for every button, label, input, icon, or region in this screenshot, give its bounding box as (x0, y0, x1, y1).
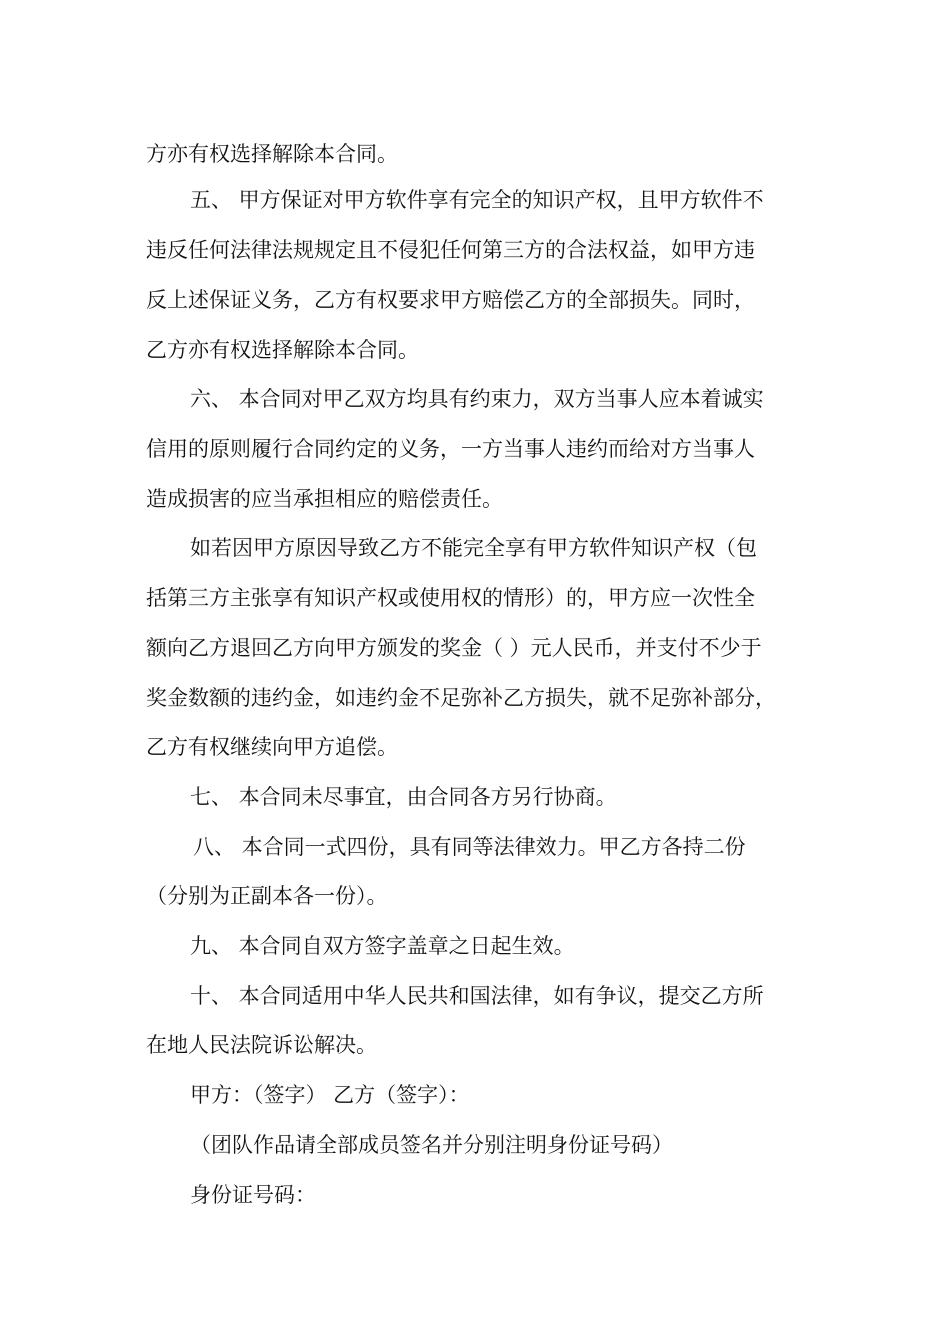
text-line: 额向乙方退回乙方向甲方颁发的奖金（ ）元人民币，并支付不少于 (146, 636, 762, 660)
text-line: 违反任何法律法规规定且不侵犯任何第三方的合法权益，如甲方违 (146, 238, 755, 262)
text-line: 反上述保证义务，乙方有权要求甲方赔偿乙方的全部损失。同时， (146, 288, 755, 312)
clause-6-line: 六、 本合同对甲乙双方均具有约束力，双方当事人应本着诚实 (190, 387, 764, 411)
text-line: 括第三方主张享有知识产权或使用权的情形）的，甲方应一次性全 (146, 586, 755, 610)
clause-10-line: 十、 本合同适用中华人民共和国法律，如有争议，提交乙方所 (190, 984, 764, 1008)
paragraph-line: 如若因甲方原因导致乙方不能完全享有甲方软件知识产权（包 (190, 536, 757, 560)
text-line: 奖金数额的违约金，如违约金不足弥补乙方损失，就不足弥补部分， (146, 686, 776, 710)
text-line: 乙方有权继续向甲方追偿。 (146, 735, 398, 759)
text-line: 方亦有权选择解除本合同。 (146, 142, 398, 166)
clause-9-line: 九、 本合同自双方签字盖章之日起生效。 (190, 934, 575, 958)
text-line: 乙方亦有权选择解除本合同。 (146, 338, 419, 362)
clause-8-line: 八、 本合同一式四份，具有同等法律效力。甲乙方各持二份 (193, 835, 746, 859)
signature-line: 甲方：（签字） 乙方（签字）： (190, 1083, 470, 1107)
text-line: （分别为正副本各一份）。 (146, 884, 388, 908)
text-line: 在地人民法院诉讼解决。 (146, 1033, 377, 1057)
clause-5-line: 五、 甲方保证对甲方软件享有完全的知识产权，且甲方软件不 (190, 188, 764, 212)
id-number-label: 身份证号码： (190, 1183, 316, 1207)
text-line: 造成损害的应当承担相应的赔偿责任。 (146, 487, 503, 511)
text-line: 信用的原则履行合同约定的义务，一方当事人违约而给对方当事人 (146, 437, 755, 461)
clause-7-line: 七、 本合同未尽事宜，由合同各方另行协商。 (190, 785, 617, 809)
signature-note: （团队作品请全部成员签名并分别注明身份证号码） (190, 1133, 673, 1157)
